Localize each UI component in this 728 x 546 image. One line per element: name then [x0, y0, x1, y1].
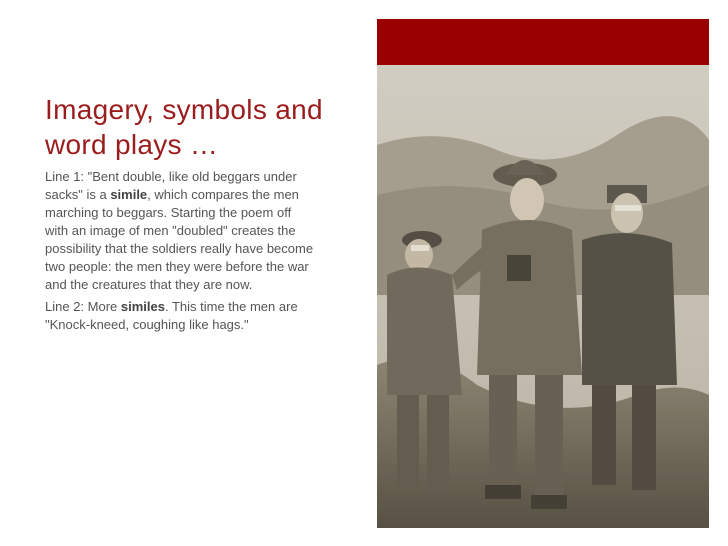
- slide-body: [45, 168, 315, 338]
- paragraph-1-text-start: Line 1: "Bent double, like old beggars under sacks" is a: [45, 169, 297, 202]
- paragraph-line-2: [45, 298, 315, 334]
- slide-title: Imagery, symbols and word plays …: [45, 94, 323, 160]
- accent-bar: [377, 19, 709, 65]
- paragraph-1-text-end: , which compares the men marching to beggars. Starting the poem off with an image of men "doubled" creates the possibility that the soldiers really have become two people: the men they were before the war and the creatures that they are now.: [45, 187, 314, 292]
- paragraph-2-text-start: Line 2: More: [45, 299, 121, 314]
- paragraph-line-1: [45, 168, 315, 294]
- paragraph-2-text-end: . This time the men are "Knock-kneed, coughing like hags.": [45, 299, 298, 332]
- paragraph-1-bold-term: simile: [110, 187, 148, 202]
- soldiers-photo: [377, 65, 709, 528]
- paragraph-2-bold-term: similes: [120, 299, 165, 314]
